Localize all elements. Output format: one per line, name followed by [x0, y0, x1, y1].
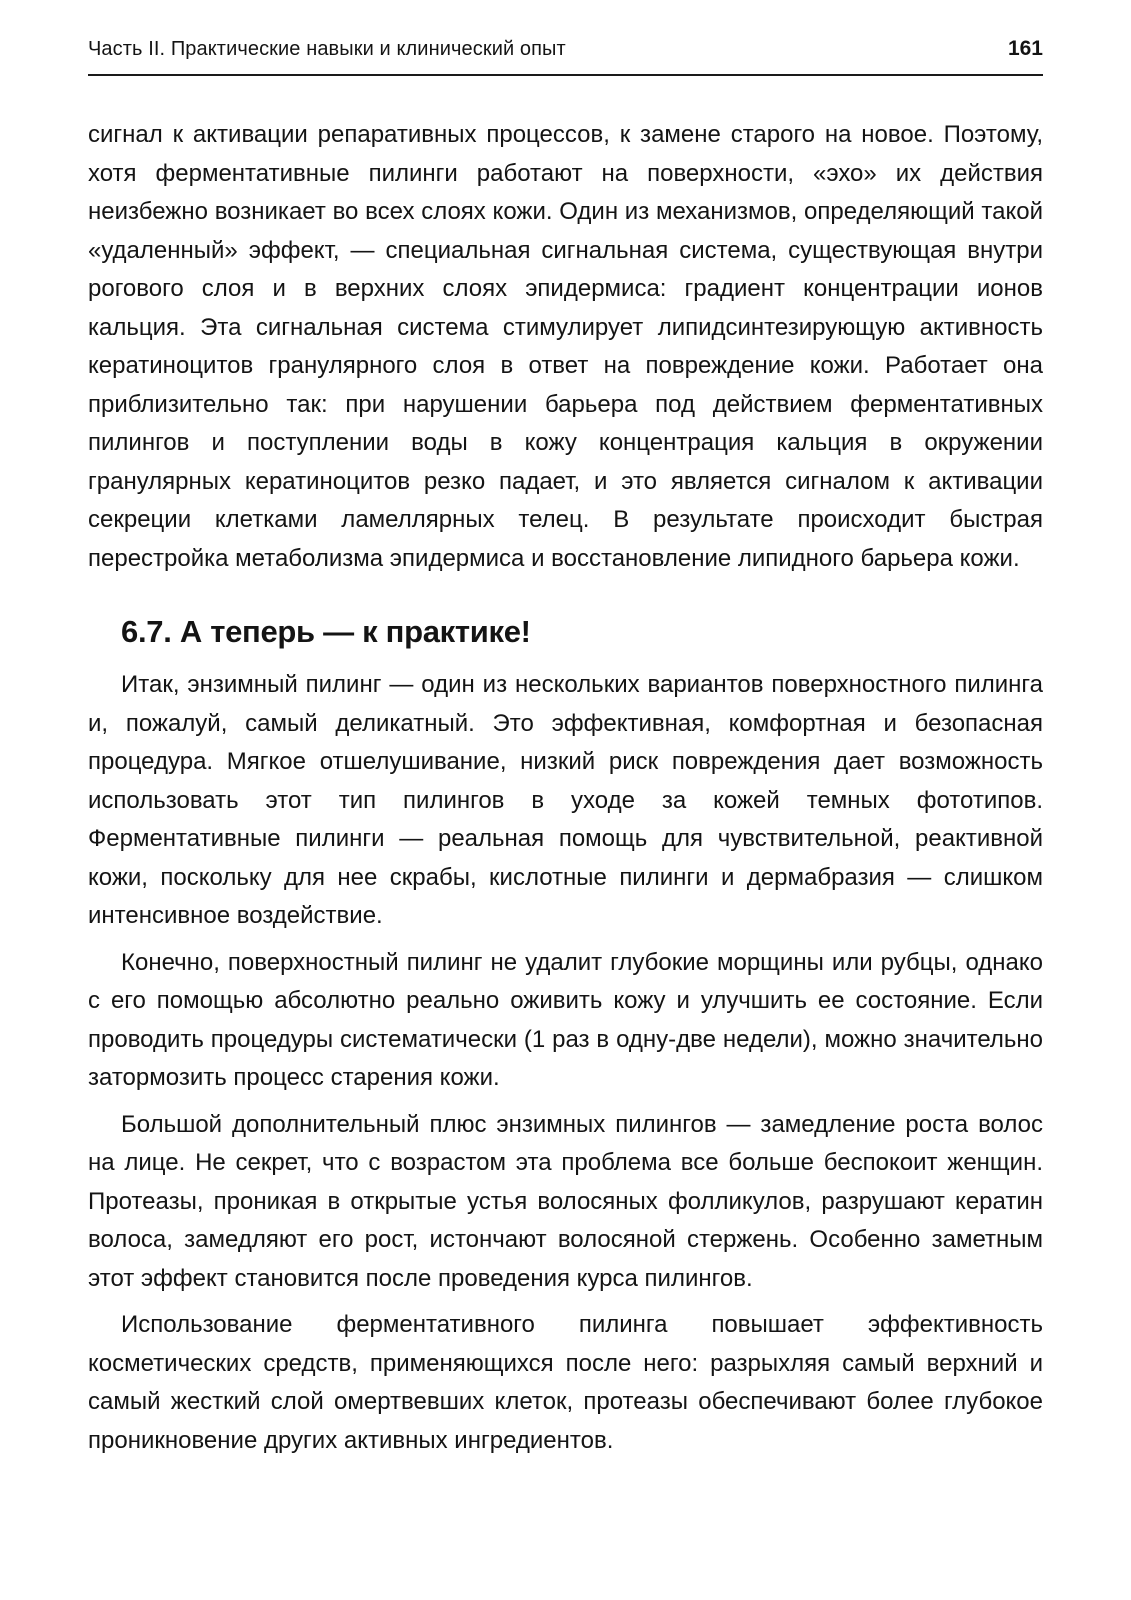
running-header: [88, 34, 1043, 76]
running-header-title: Часть II. Практические навыки и клинический опыт: [88, 38, 566, 60]
paragraph-intro: Итак, энзимный пилинг — один из нескольких вариантов поверхностного пилинга и, пожалуй, самый деликатный. Это эффективная, комфортная и безопасная процедура. Мягкое отшелушивание, низкий риск повреждения дает возможность использовать этот тип пилингов в уходе за кожей темных фототипов. Ферментативные пилинги — реальная помощь для чувствительной, реактивной кожи, поскольку для нее скрабы, кислотные пилинги и дермабразия — слишком интенсивное воздействие.: [88, 671, 1043, 929]
paragraph-effectiveness: Использование ферментативного пилинга повышает эффективность косметических средств, применяющихся после него: разрыхляя самый верхний и самый жесткий слой омертвевших клеток, протеазы обеспечивают более глубокое проникновение других активных ингредиентов.: [88, 1311, 1043, 1454]
page-number: 161: [1007, 37, 1043, 60]
body-text: [88, 116, 1043, 1460]
paragraph-surface-peeling: Конечно, поверхностный пилинг не удалит глубокие морщины или рубцы, однако с его помощью абсолютно реально оживить кожу и улучшить ее состояние. Если проводить процедуры систематически (1 раз в одну-две недели), можно значительно затормозить процесс старения кожи.: [88, 948, 1043, 1091]
paragraph-continued: сигнал к активации репаративных процессов, к замене старого на новое. Поэтому, хотя ферментативные пилинги работают на поверхности, «эхо» их действия неизбежно возникает во всех слоях кожи. Один из механизмов, определяющий такой «удаленный» эффект, — специальная сигнальная система, существующая внутри рогового слоя и в верхних слоях эпидермиса: градиент концентрации ионов кальция. Эта сигнальная система стимулирует липидсинтезирующую активность кератиноцитов гранулярного слоя в ответ на повреждение кожи. Работает она приблизительно так: при нарушении барьера под действием ферментативных пилингов и поступлении воды в кожу концентрация кальция в окружении гранулярных кератиноцитов резко падает, и это является сигналом к активации секреции клетками ламеллярных телец. В результате происходит быстрая перестройка метаболизма эпидермиса и восстановление липидного барьера кожи.: [88, 121, 1043, 572]
section-heading: 6.7. А теперь — к практике!: [121, 614, 531, 649]
paragraph-hair-growth: Большой дополнительный плюс энзимных пилингов — замедление роста волос на лице. Не секрет, что с возрастом эта проблема все больше беспокоит женщин. Протеазы, проникая в открытые устья волосяных фолликулов, разрушают кератин волоса, замедляют его рост, истончают волосяной стержень. Особенно заметным этот эффект становится после проведения курса пилингов.: [88, 1110, 1043, 1292]
